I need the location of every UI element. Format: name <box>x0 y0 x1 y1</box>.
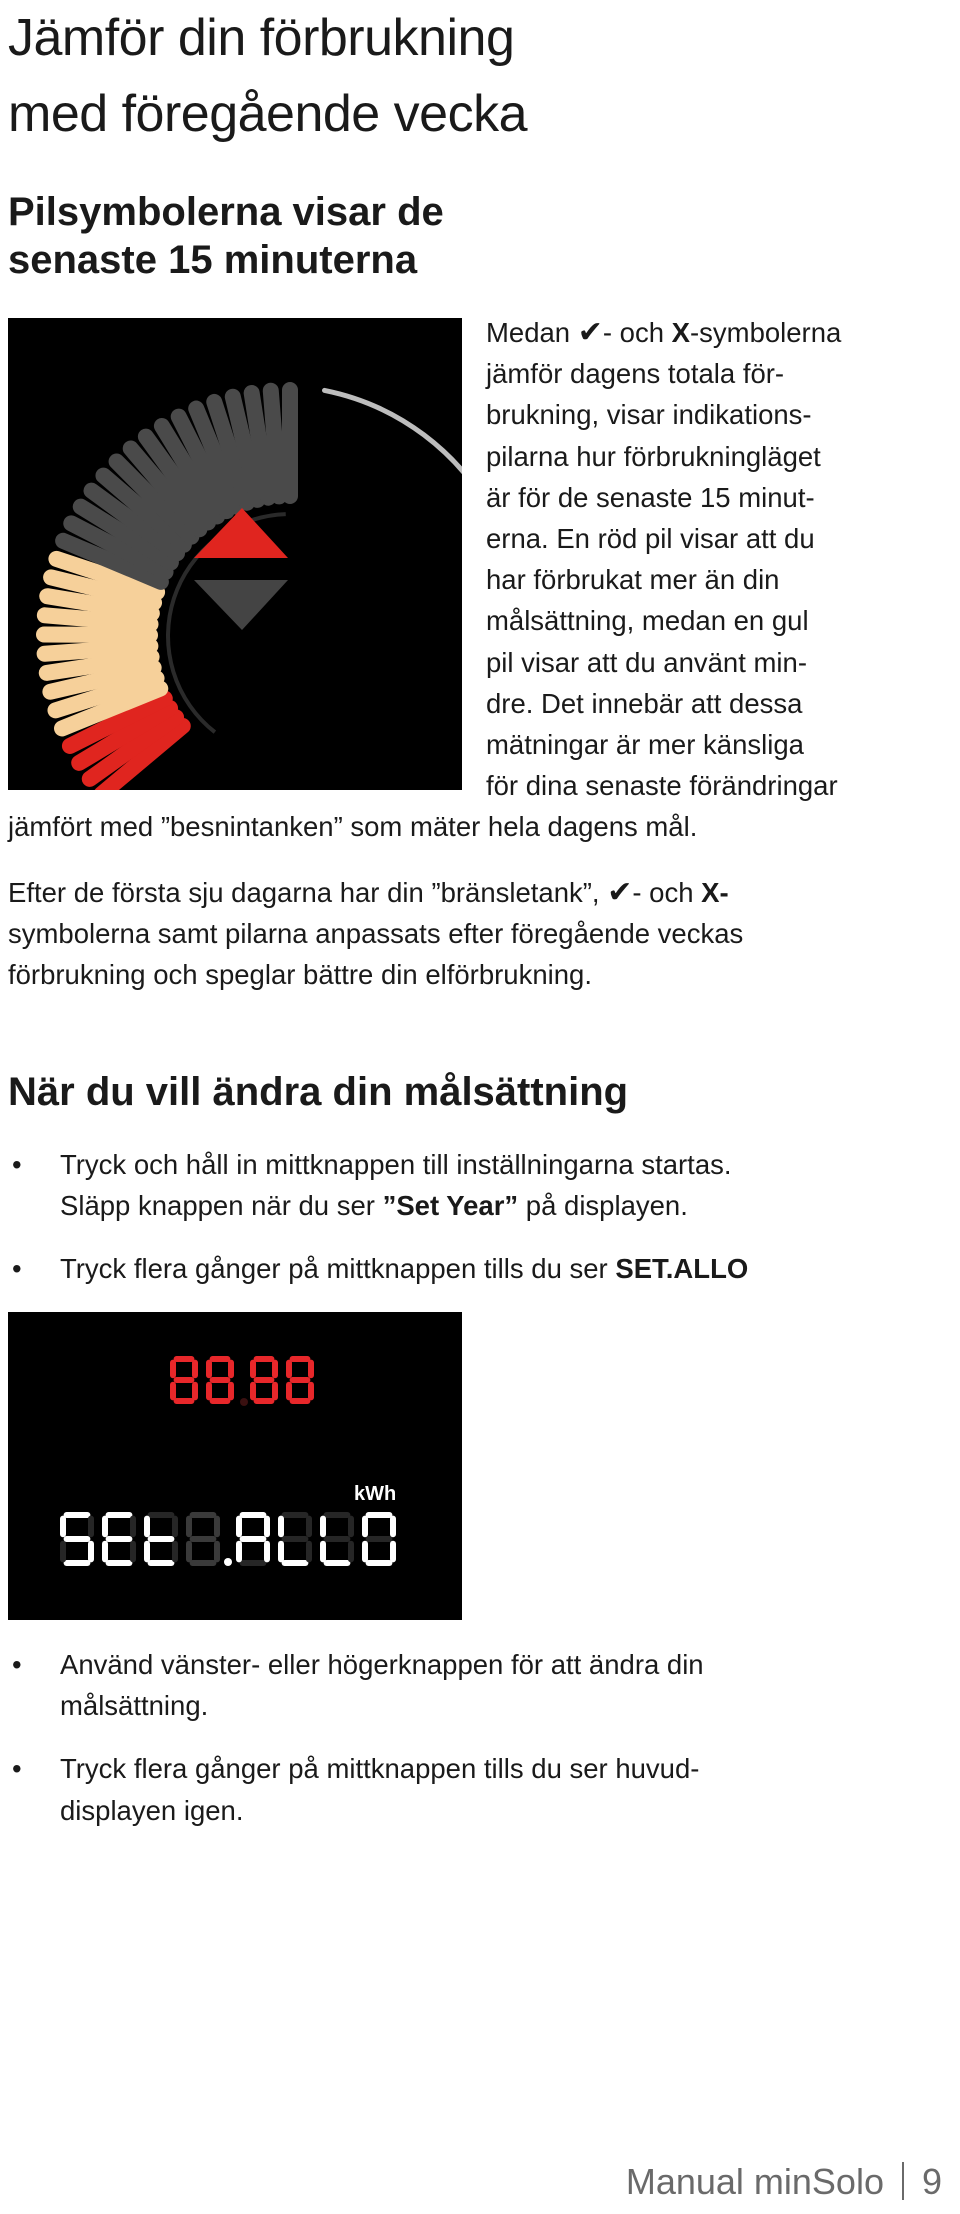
display-segment <box>64 1512 91 1518</box>
display-segment <box>228 1360 234 1379</box>
display-segment <box>64 1560 91 1566</box>
page-title: Jämför din förbrukning med föregående vecka <box>8 9 528 143</box>
section-heading-arrows: Pilsymbolerna visar de senaste 15 minuterna <box>8 190 444 282</box>
bullet-icon: • <box>12 1649 22 1680</box>
display-segment <box>236 1516 242 1538</box>
adaptation-line: Efter de första sju dagarna har din ”bränsletank”, ✔- och X- <box>8 876 729 909</box>
display-segment <box>210 1377 231 1383</box>
display-segment <box>190 1560 217 1566</box>
display-segment <box>254 1398 275 1404</box>
x-icon: X <box>671 317 690 348</box>
arrow-description-line: jämför dagens totala för- <box>486 358 785 390</box>
display-segment <box>320 1541 326 1563</box>
display-segment <box>362 1516 368 1538</box>
display-segment <box>282 1512 309 1518</box>
display-segment <box>282 1536 309 1542</box>
display-segment <box>88 1541 94 1563</box>
bullet-icon: • <box>12 1149 22 1180</box>
gauge-segment <box>271 391 279 497</box>
display-segment <box>366 1536 393 1542</box>
display-segment <box>290 1377 311 1383</box>
manual-name: Manual minSolo <box>625 2161 884 2202</box>
display-segment <box>206 1360 212 1379</box>
list-item: • Använd vänster- eller högerknappen för att ändra din målsättning. <box>8 1644 938 1726</box>
arrow-description-line: pilarna hur förbrukningläget <box>486 440 821 472</box>
arrow-gauge-illustration <box>8 318 462 790</box>
arrow-description-line: pil visar att du använt min- <box>486 646 807 678</box>
display-segment <box>144 1516 150 1538</box>
x-icon: X- <box>701 877 729 908</box>
display-segment <box>186 1541 192 1563</box>
display-segment <box>190 1536 217 1542</box>
display-segment <box>224 1558 232 1566</box>
display-segment <box>148 1560 175 1566</box>
display-segment <box>174 1377 195 1383</box>
display-segment <box>186 1516 192 1538</box>
check-icon: ✔ <box>577 316 603 349</box>
list-item: • Tryck och håll in mittknappen till inställningarna startas. Släpp knappen när du ser ”Set Year” på displayen. <box>8 1144 938 1226</box>
gauge-graphic <box>8 318 462 790</box>
list-item: • Tryck flera gånger på mittknappen tills du ser SET.ALLO <box>8 1248 938 1289</box>
arrow-description-line: målsättning, medan en gul <box>486 605 809 637</box>
display-segment <box>192 1382 198 1401</box>
display-segment <box>282 1560 309 1566</box>
display-segment <box>278 1516 284 1538</box>
display-segment <box>60 1516 66 1538</box>
display-segment <box>148 1512 175 1518</box>
arrow-description-line: mätningar är mer känsliga <box>486 729 804 761</box>
bullet-icon: • <box>12 1253 22 1285</box>
display-segment <box>172 1516 178 1538</box>
display-segment <box>228 1382 234 1401</box>
instruction-list <box>8 1144 938 1312</box>
display-segment <box>240 1536 267 1542</box>
section-heading-goal: När du vill ändra din målsättning <box>8 1070 629 1114</box>
display-segment <box>172 1541 178 1563</box>
display-segment <box>130 1541 136 1563</box>
display-segment <box>170 1360 176 1379</box>
gauge-segment <box>44 635 150 636</box>
display-segment <box>254 1377 275 1383</box>
instruction-list-2 <box>8 1644 938 1853</box>
arrow-down-icon <box>194 580 288 630</box>
display-segment <box>308 1360 314 1379</box>
display-segment <box>174 1356 195 1362</box>
display-segment <box>272 1382 278 1401</box>
set-allo-label: SET.ALLO <box>615 1253 749 1285</box>
display-segment <box>190 1512 217 1518</box>
display-segment <box>348 1516 354 1538</box>
gauge-outer-arc <box>325 390 462 518</box>
arrow-description-line: erna. En röd pil visar att du <box>486 523 815 555</box>
display-segment <box>324 1536 351 1542</box>
display-segment <box>306 1541 312 1563</box>
arrow-description <box>486 312 926 806</box>
display-segment <box>324 1560 351 1566</box>
check-icon: ✔ <box>607 876 633 909</box>
display-segment <box>206 1382 212 1401</box>
display-segment <box>366 1560 393 1566</box>
list-item: • Tryck flera gånger på mittknappen tills du ser huvud- displayen igen. <box>8 1748 938 1830</box>
device-display-illustration <box>8 1312 462 1620</box>
display-segment <box>366 1512 393 1518</box>
display-segment <box>240 1512 267 1518</box>
display-segment <box>170 1382 176 1401</box>
display-segment <box>64 1536 91 1542</box>
display-segment <box>320 1516 326 1538</box>
adaptation-line: symbolerna samt pilarna anpassats efter föregående veckas <box>8 918 744 950</box>
gauge-segment <box>45 646 151 654</box>
display-segment <box>348 1541 354 1563</box>
display-segment <box>88 1516 94 1538</box>
page-number: 9 <box>921 2161 942 2202</box>
display-segment <box>286 1382 292 1401</box>
display-segment <box>264 1516 270 1538</box>
display-segment <box>130 1516 136 1538</box>
display-segment <box>324 1512 351 1518</box>
display-segment <box>148 1536 175 1542</box>
display-segment <box>390 1516 396 1538</box>
display-segment <box>308 1382 314 1401</box>
display-segment <box>250 1360 256 1379</box>
display-segment <box>286 1360 292 1379</box>
display-segment <box>390 1541 396 1563</box>
display-segment <box>214 1516 220 1538</box>
footer-divider <box>902 2162 904 2200</box>
arrow-description-last-line: jämfört med ”besnintanken” som mäter hela dagens mål. <box>8 811 698 842</box>
arrow-description-line: Medan ✔- och X-symbolerna <box>486 316 842 349</box>
display-segment <box>144 1541 150 1563</box>
display-segment <box>106 1560 133 1566</box>
page-footer <box>626 2160 942 2204</box>
display-segment <box>214 1541 220 1563</box>
display-segment <box>210 1356 231 1362</box>
display-segment <box>264 1541 270 1563</box>
display-segment <box>278 1541 284 1563</box>
display-segment <box>106 1512 133 1518</box>
arrow-description-line: är för de senaste 15 minut- <box>486 481 815 513</box>
bullet-icon: • <box>12 1753 22 1785</box>
arrow-description-line: dre. Det innebär att dessa <box>486 687 803 719</box>
display-segment <box>174 1398 195 1404</box>
set-year-label: ”Set Year” <box>382 1190 519 1222</box>
display-segment <box>290 1398 311 1404</box>
seven-segment-display <box>8 1312 462 1620</box>
display-segment <box>240 1398 248 1406</box>
display-segment <box>210 1398 231 1404</box>
adaptation-paragraph <box>8 872 938 996</box>
display-segment <box>106 1536 133 1542</box>
display-segment <box>102 1541 108 1563</box>
display-segment <box>102 1516 108 1538</box>
display-segment <box>60 1541 66 1563</box>
adaptation-line: förbrukning och speglar bättre din elförbrukning. <box>8 959 592 991</box>
display-segment <box>272 1360 278 1379</box>
display-segment <box>362 1541 368 1563</box>
display-segment <box>254 1356 275 1362</box>
display-segment <box>306 1516 312 1538</box>
unit-label: kWh <box>354 1483 397 1505</box>
display-segment <box>240 1560 267 1566</box>
display-segment <box>250 1382 256 1401</box>
display-segment <box>290 1356 311 1362</box>
display-segment <box>192 1360 198 1379</box>
arrow-description-line: för dina senaste förändringar <box>486 770 838 802</box>
display-segment <box>236 1541 242 1563</box>
arrow-description-line: har förbrukat mer än din <box>486 564 780 596</box>
arrow-description-line: brukning, visar indikations- <box>486 399 812 431</box>
